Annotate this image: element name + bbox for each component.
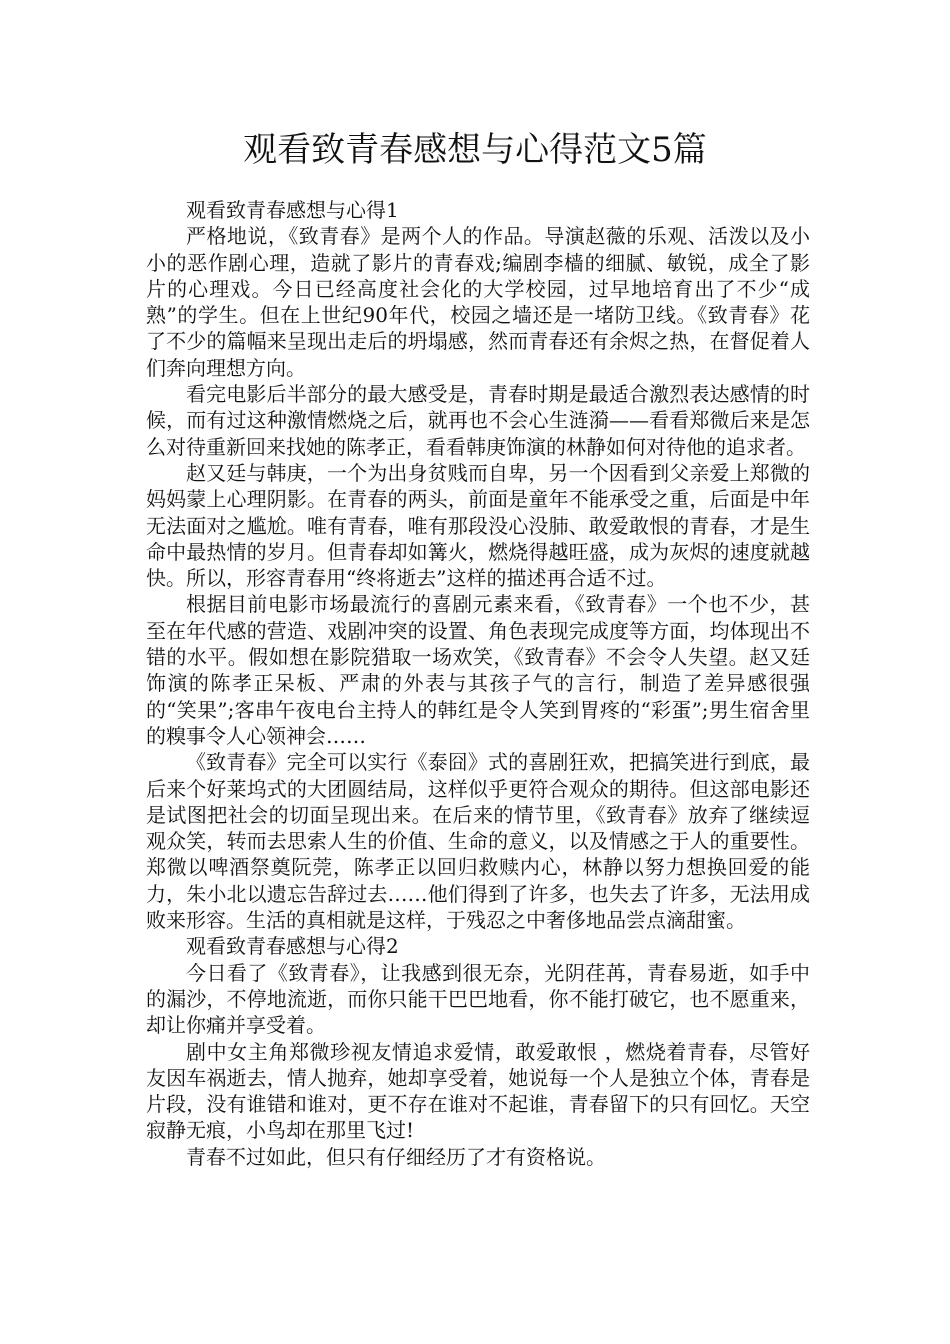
paragraph: 《致青春》完全可以实行《泰囧》式的喜剧狂欢，把搞笑进行到底，最后来个好莱坞式的大团圆结局，这样似乎更符合观众的期待。但这部电影还是试图把社会的切面呈现出来。在后来的情节里，《致青春》放弃了继续逗观众笑，转而去思索人生的价值、生命的意义，以及情感之于人的重要性。郑微以啤酒祭奠阮莞，陈孝正以回归救赎内心，林静以努力想换回爱的能力，朱小北以遗忘告辞过去……他们得到了许多，也失去了许多，无法用成败来形容。生活的真相就是这样，于残忍之中奢侈地品尝点滴甜蜜。 xyxy=(146,750,810,933)
section-heading-2: 观看致青春感想与心得2 xyxy=(186,934,399,959)
paragraph: 赵又廷与韩庚，一个为出身贫贱而自卑，另一个因看到父亲爱上郑微的妈妈蒙上心理阴影。在青春的两头，前面是童年不能承受之重，后面是中年无法面对之尴尬。唯有青春，唯有那段没心没肺、敢爱敢恨的青春，才是生命中最热情的岁月。但青春却如篝火，燃烧得越旺盛，成为灰烬的速度就越快。所以，形容青春用“终将逝去”这样的描述再合适不过。 xyxy=(146,460,810,591)
paragraph: 今日看了《致青春》，让我感到很无奈，光阴荏苒，青春易逝，如手中的漏沙，不停地流逝，而你只能干巴巴地看，你不能打破它，也不愿重来，却让你痛并享受着。 xyxy=(146,960,810,1038)
document-body xyxy=(146,197,810,1170)
paragraph: 看完电影后半部分的最大感受是，青春时期是最适合激烈表达感情的时候，而有过这种激情燃烧之后，就再也不会心生涟漪——看看郑微后来是怎么对待重新回来找她的陈孝正，看看韩庚饰演的林静如何对待他的追求者。 xyxy=(146,382,810,459)
document-title: 观看致青春感想与心得范文5篇 xyxy=(243,130,707,170)
paragraph: 严格地说，《致青春》是两个人的作品。导演赵薇的乐观、活泼以及小小的恶作剧心理，造就了影片的青春戏;编剧李樯的细腻、敏锐，成全了影片的心理戏。今日已经高度社会化的大学校园，过早地培育出了不少“成熟”的学生。但在上世纪90年代，校园之墙还是一堵防卫线。《致青春》花了不少的篇幅来呈现出走后的坍塌感，然而青春还有余烬之热，在督促着人们奔向理想方向。 xyxy=(146,224,810,380)
paragraph: 青春不过如此，但只有仔细经历了才有资格说。 xyxy=(186,1144,606,1169)
section-heading-1: 观看致青春感想与心得1 xyxy=(186,198,399,222)
paragraph: 根据目前电影市场最流行的喜剧元素来看，《致青春》一个也不少，甚至在年代感的营造、戏剧冲突的设置、角色表现完成度等方面，均体现出不错的水平。假如想在影院猎取一场欢笑，《致青春》不会令人失望。赵又廷饰演的陈孝正呆板、严肃的外表与其孩子气的言行，制造了差异感很强的“笑果”;客串午夜电台主持人的韩红是令人笑到胃疼的“彩蛋”;男生宿舍里的糗事令人心领神会…… xyxy=(146,592,810,748)
paragraph: 剧中女主角郑微珍视友情追求爱情，敢爱敢恨 ，燃烧着青春，尽管好友因车祸逝去，情人抛弃，她却享受着，她说每一个人是独立个体，青春是片段，没有谁错和谁对，更不存在谁对不起谁，青春留下的只有回忆。天空寂静无痕，小鸟却在那里飞过! xyxy=(146,1039,810,1143)
